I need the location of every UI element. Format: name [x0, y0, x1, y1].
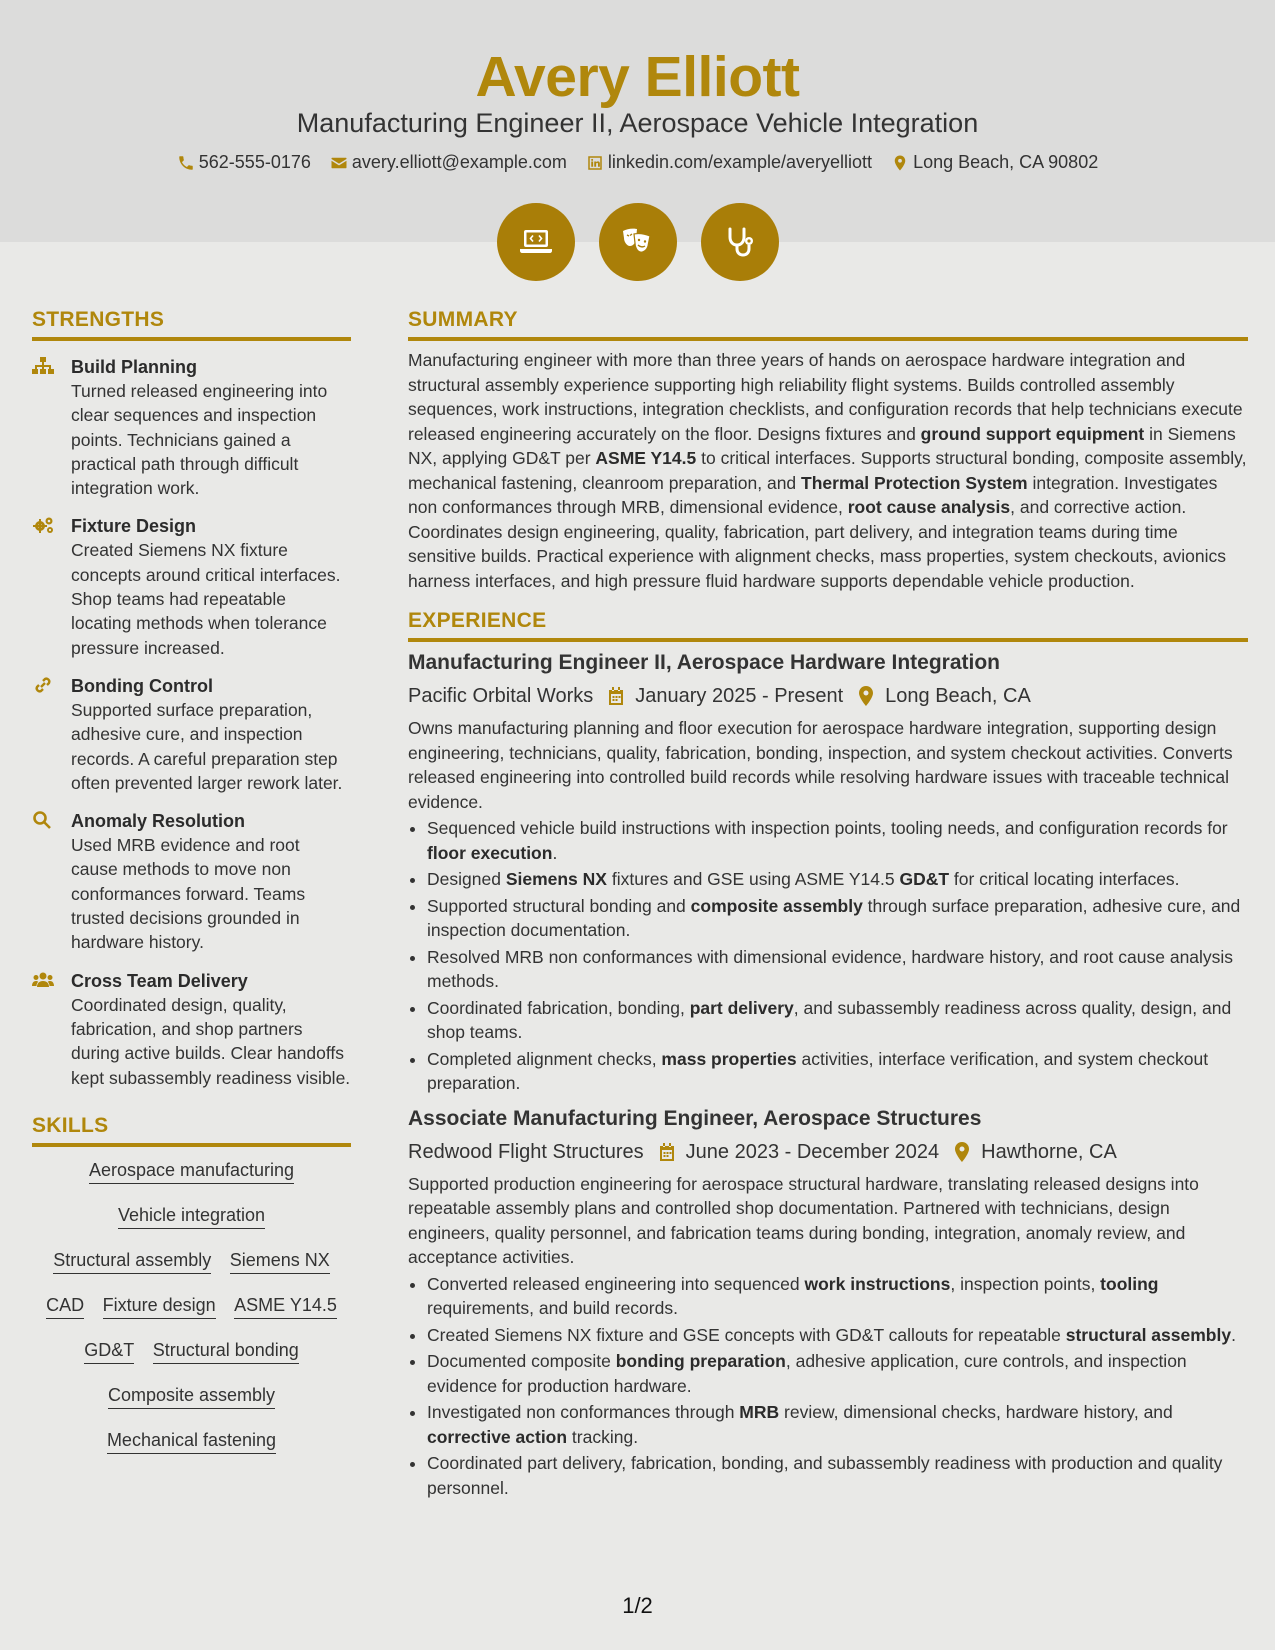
strength-text: Used MRB evidence and root cause methods to move non conformances forward. Teams trusted decisions grounded in hardware history. [71, 835, 306, 953]
job-bullet: • Investigated non conformances through MRB review, dimensional checks, hardware history, and corrective action tracking. [427, 1400, 1248, 1449]
interest-circle-1 [497, 203, 575, 281]
job-bullets [408, 816, 1248, 1096]
skill-row [32, 1249, 351, 1274]
link-icon [32, 676, 54, 694]
skill-row [32, 1294, 351, 1319]
skill-tag: Structural bonding [153, 1339, 299, 1364]
strength-name: Bonding Control [71, 675, 213, 696]
skill-tag: Structural assembly [53, 1249, 211, 1274]
job-title: Associate Manufacturing Engineer, Aerospace Structures [408, 1106, 982, 1130]
contact-phone[interactable]: 562-555-0176 [177, 152, 311, 173]
skill-tag: CAD [46, 1294, 84, 1319]
strength-name: Anomaly Resolution [71, 811, 246, 832]
job-entry [408, 648, 1248, 1096]
calendar-icon [607, 686, 625, 706]
job-dates: June 2023 - December 2024 [685, 1140, 940, 1163]
candidate-title: Manufacturing Engineer II, Aerospace Vehicle Integration [296, 108, 979, 138]
interest-circle-2 [599, 203, 677, 281]
strength-text: Created Siemens NX fixture concepts around critical interfaces. Shop teams had repeatable locating methods when tolerance pressure increased. [71, 540, 341, 658]
theater-masks-icon [618, 222, 658, 262]
job-bullet: • Converted released engineering into sequenced work instructions, inspection points, tooling requirements, and build records. [427, 1272, 1248, 1321]
contact-email[interactable]: avery.elliott@example.com [330, 152, 567, 173]
strength-item [32, 674, 351, 795]
linkedin-icon [586, 154, 604, 172]
map-pin-icon [953, 1142, 971, 1162]
map-pin-icon [857, 686, 875, 706]
right-column [408, 308, 1248, 1502]
skill-row [32, 1204, 351, 1229]
strength-name: Cross Team Delivery [71, 970, 248, 991]
skill-row [32, 1159, 351, 1184]
job-title: Manufacturing Engineer II, Aerospace Hardware Integration [408, 651, 1001, 674]
strengths-heading: STRENGTHS [32, 308, 351, 341]
skill-row [32, 1339, 351, 1364]
envelope-icon [330, 154, 348, 172]
job-bullets [408, 1272, 1248, 1501]
strength-name: Build Planning [71, 357, 197, 377]
job-description: Supported production engineering for aerospace structural hardware, translating released designs into repeatable assembly plans and controlled shop documentation. Partnered with technicians, design engineers, quality personnel, and fabrication teams during bonding, integration, anomaly review, and acceptance activities. [408, 1173, 1199, 1267]
job-meta [408, 1138, 1248, 1166]
strength-text: Supported surface preparation, adhesive cure, and inspection records. A careful preparation step often prevented larger rework later. [71, 699, 343, 793]
job-company: Pacific Orbital Works [408, 685, 594, 707]
interest-icons [0, 203, 1275, 281]
job-meta [408, 682, 1248, 710]
contact-linkedin[interactable]: linkedin.com/example/averyelliott [586, 152, 872, 173]
contact-location: Long Beach, CA 90802 [891, 152, 1098, 173]
job-bullet: • Documented composite bonding preparation, adhesive application, cure controls, and inspection evidence for production hardware. [427, 1349, 1248, 1398]
map-pin-icon [891, 154, 909, 172]
skill-row [32, 1429, 351, 1454]
skill-tag: Composite assembly [108, 1384, 275, 1409]
candidate-name: Avery Elliott [475, 45, 800, 109]
job-bullet: • Coordinated part delivery, fabrication, bonding, and subassembly readiness with production and quality personnel. [427, 1451, 1248, 1500]
strength-text: Coordinated design, quality, fabrication, and shop partners during active builds. Clear handoffs kept subassembly readiness visible. [71, 994, 351, 1088]
skill-tag: Mechanical fastening [107, 1429, 276, 1454]
skill-tag: Vehicle integration [118, 1204, 265, 1229]
skill-row [32, 1384, 351, 1409]
skill-tag: Aerospace manufacturing [89, 1159, 294, 1184]
gears-icon [32, 516, 54, 534]
skills-heading: SKILLS [32, 1114, 351, 1147]
job-bullet: • Resolved MRB non conformances with dimensional evidence, hardware history, and root cause analysis methods. [427, 945, 1248, 994]
laptop-code-icon [516, 222, 556, 262]
stethoscope-icon [720, 222, 760, 262]
page-number: 1/2 [622, 1593, 653, 1618]
job-bullet: • Completed alignment checks, mass properties activities, interface verification, and system checkout preparation. [427, 1047, 1248, 1096]
job-bullet: • Designed Siemens NX fixtures and GSE using ASME Y14.5 GD&T for critical locating interfaces. [427, 867, 1248, 892]
interest-circle-3 [701, 203, 779, 281]
experience-heading: EXPERIENCE [408, 609, 1248, 642]
job-description: Owns manufacturing planning and floor execution for aerospace hardware integration, supporting design engineering, technicians, quality, fabrication, bonding, inspection, and system checkout activities. Converts released engineering into controlled build records while resolving hardware issues with traceable technical evidence. [408, 718, 1233, 812]
skill-tag: Siemens NX [230, 1249, 330, 1274]
skills-list [32, 1159, 351, 1454]
job-bullet: • Created Siemens NX fixture and GSE concepts with GD&T callouts for repeatable structural assembly. [427, 1323, 1248, 1348]
skill-tag: GD&T [84, 1339, 134, 1364]
job-entry [408, 1104, 1248, 1501]
strength-item [32, 355, 351, 500]
left-column [32, 308, 351, 1474]
contact-line [0, 152, 1275, 177]
job-location: Long Beach, CA [885, 685, 1031, 707]
job-location: Hawthorne, CA [981, 1140, 1117, 1163]
calendar-icon [658, 1142, 676, 1162]
job-dates: January 2025 - Present [635, 685, 844, 707]
job-company: Redwood Flight Structures [408, 1140, 644, 1163]
sitemap-icon [32, 357, 54, 375]
users-icon [32, 971, 54, 989]
strength-text: Turned released engineering into clear sequences and inspection points. Technicians gained a practical path through difficult integration work. [71, 381, 328, 499]
skill-tag: ASME Y14.5 [234, 1294, 337, 1319]
strength-item [32, 809, 351, 954]
search-icon [32, 811, 54, 829]
strength-name: Fixture Design [71, 516, 197, 537]
job-bullet: • Supported structural bonding and composite assembly through surface preparation, adhesive cure, and inspection documentation. [427, 894, 1248, 943]
strength-item [32, 514, 351, 659]
job-bullet: • Coordinated fabrication, bonding, part delivery, and subassembly readiness across quality, design, and shop teams. [427, 996, 1248, 1045]
skill-tag: Fixture design [103, 1294, 216, 1319]
summary-heading: SUMMARY [408, 308, 1248, 341]
job-bullet: • Sequenced vehicle build instructions with inspection points, tooling needs, and configuration records for floor execution. [427, 816, 1248, 865]
strength-item [32, 969, 351, 1090]
phone-icon [177, 154, 195, 172]
summary-text: Manufacturing engineer with more than three years of hands on aerospace hardware integration and structural assembly experience supporting high reliability flight systems. Builds controlled assembly sequences, work instructions, integration checklists, and configuration records that help technicians execute released engineering accurately on the floor. Designs fixtures and ground support equipment in Siemens NX, applying GD&T per ASME Y14.5 to critical interfaces. Supports structural bonding, composite assembly, mechanical fastening, cleanroom preparation, and Thermal Protection System integration. Investigates non conformances through MRB, dimensional evidence, root cause analysis, and corrective action. Coordinates design engineering, quality, fabrication, part delivery, and integration teams during time sensitive builds. Practical experience with alignment checks, mass properties, system checkouts, avionics harness interfaces, and high pressure fluid hardware supports dependable vehicle production. [408, 350, 1247, 591]
